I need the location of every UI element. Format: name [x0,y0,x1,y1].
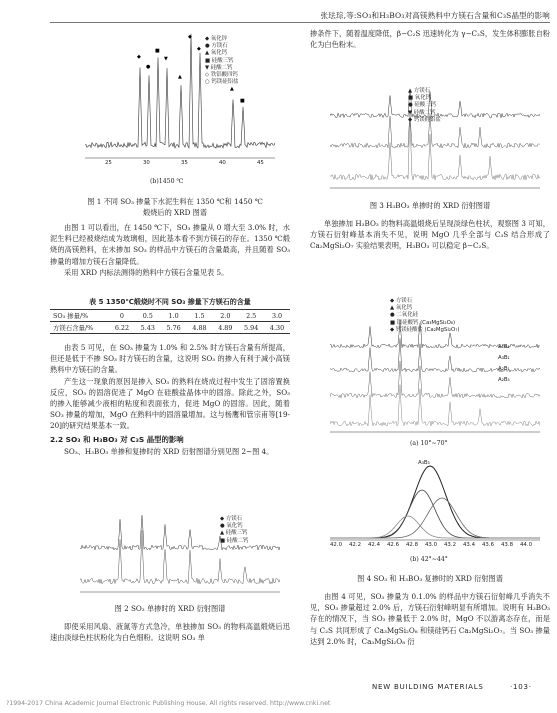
legend-item: ◆ 方镁石 [220,516,243,522]
svg-text:■: ■ [240,98,245,104]
table-cell: SO₃ 掺量/% [53,312,89,320]
svg-text:■: ■ [155,48,160,54]
x-tick: 44.0 [520,542,533,548]
x-tick: 43.0 [425,542,438,548]
right-body-2 [310,218,550,252]
x-tick: 42.2 [349,542,362,548]
x-tick: 35 [181,160,188,166]
x-tick: 30 [143,160,150,166]
legend-item: ◇ 铁铝酸四钙 [205,72,238,79]
legend-item: ▼ 硅酸二钙 [205,64,233,71]
table-cell: 2.5 [246,311,257,320]
fig4a-subtitle: (a) 10°~70° [410,440,448,447]
legend-item: ■ 氧化钙 [408,95,431,102]
figure-4b [330,452,540,552]
copyright-line: ?1994-2017 China Academic Journal Electronic Publishing House. All rights reserved. http://www.cnki.net [6,700,331,707]
left-body-3 [50,621,290,643]
table-row [50,310,290,322]
fig2-legend [220,516,248,545]
fig1-subtitle: (b)1450 ℃ [150,178,184,185]
fig4b-subtitle: (b) 42°~44° [410,556,448,563]
peak-label: A₂B₃ [498,377,510,383]
svg-text:▲: ▲ [178,74,182,80]
legend-item: ▲ 方镁石 [408,88,431,94]
svg-text:◆: ◆ [188,34,192,40]
table-cell: 2.0 [220,311,231,320]
fig4-caption: 图 4 SO₃ 和 H₃BO₃ 复掺时的 XRD 衍射图谱 [357,574,503,583]
caption-line: 图 1 不同 SO₃ 掺量下水泥生料在 1350 ℃和 1450 ℃ [87,197,263,206]
fig4b-peak-label: A₃B₃ [418,460,430,466]
legend-item: ● 硅酸三钙 [408,102,436,109]
svg-text:▲: ▲ [230,86,234,92]
paragraph: 由图 4 可见，SO₃ 掺量为 0.1.0% 的样品中方镁石衍射峰几乎消失不见，SO₃ 掺量超过 2.0% 后，方镁石衍射峰明显有所增加。说明有 H₃BO₃ 存在的情况下，当 SO₃ 掺量低于 2.0% 时，MgO 不以游离态存在，而是与 C₂S 共同形成了 Ca₃MgSi₂O₈ 和镁硅钙石 Ca₂MgSi₂O₇。当 SO₃ 掺量达到 2.0% 时，Ca₃MgSi₂O₈ 衍 [310,592,550,646]
x-tick: 42.6 [387,542,400,548]
legend-item: ■ 镁硅酸钙 (Ca₃MgSi₂O₈) [390,319,456,326]
svg-text:●: ● [146,64,151,70]
x-tick: 42.0 [330,542,343,548]
legend-item: ■ 硅酸二钙 [220,537,249,544]
left-body-1 [50,222,290,278]
peak-label: A₂B₁ [498,366,510,372]
x-tick: 42.4 [368,542,381,548]
paragraph: SO₃、H₃BO₃ 单掺和复掺时的 XRD 衍射图谱分别见图 2~图 4。 [64,446,274,456]
x-tick: 42.8 [406,542,419,548]
legend-item: ◆ 钙镁硅酸盐 (Ca₂MgSi₂O₇) [390,326,460,333]
x-tick: 43.8 [501,542,514,548]
legend-item: ◆ 方镁石 [390,298,413,304]
fig3-caption: 图 3 H₃BO₃ 单掺时的 XRD 衍射图谱 [369,201,491,210]
fig4a-peak-labels [498,342,510,386]
table-cell: 5.76 [166,323,181,332]
table-row [50,322,290,334]
figure-4a [330,298,540,438]
legend-item: ○ 钙镁硅铝盐 [205,79,239,86]
legend-item: ▲ 氧化钙 [205,50,228,57]
x-tick: 43.6 [482,542,495,548]
svg-text:◆: ◆ [197,46,201,52]
table-cell: 3.0 [271,311,283,320]
paragraph: 掺条件下，随着温度降低，β−C₂S 迅速转化为 γ−C₂S，发生体积膨胀自粉化为白色粉末。 [310,29,550,50]
right-body-3 [310,591,550,647]
peak-label: A₁B₁ [498,344,510,350]
x-tick: 43.4 [463,542,476,548]
running-title: 张珐琮,等:SO₃和H₃BO₃对高镁熟料中方镁石含量和C₃S晶型的影响 [320,11,550,20]
section-heading: 2.2 SO₃ 和 H₃BO₃ 对 C₃S 晶型的影响 [50,434,184,444]
figure-2 [80,512,280,597]
table-cell: 方镁石含量/% [53,324,94,332]
legend-item: ▼ 硅酸二钙 [408,109,436,116]
legend-item: ◆ 钙镁硅铝盐 [408,116,441,123]
fig1-caption [55,196,295,218]
table-5 [50,309,290,334]
legend-item: ● 二氧化硅 [390,312,418,319]
table-cell: 5.43 [140,323,155,332]
figure-1 [85,30,275,170]
paragraph: 产生这一现象的原因是掺入 SO₃ 的熟料在烧成过程中发生了固溶置换反应，SO₃ 的固溶促进了 MgO 在硅酸盐晶体中的固溶。除此之外，SO₃ 的掺入能够减少液相的粘度和表面张力，促进 MgO 的固溶。因此，随着 SO₃ 掺量的增加，MgO 在熟料中的固溶量增加。这与杨鹰和管宗甫等[19-20]的研究结果基本一致。 [50,376,290,431]
fig3-legend [408,88,441,124]
fig2-caption: 图 2 SO₃ 单掺时的 XRD 衍射图谱 [114,604,226,613]
table-cell: 4.30 [269,323,285,332]
paragraph: 单独掺加 H₃BO₃ 的物料高温煅烧后呈现淡绿色柱状，观察图 3 可知，方镁石衍射峰基本消失不见，说明 MgO 几乎全部与 C₃S 结合形成了 Ca₂MgSi₂O₇ 实验结果表明，H₃BO₃ 可以稳定 β−C₂S。 [310,219,550,251]
x-tick: 45 [257,160,264,166]
figure-3 [330,84,540,194]
table-5-title: 表 5 1350℃煅烧时不同 SO₃ 掺量下方镁石的含量 [89,298,251,306]
header-rule [50,22,550,23]
legend-item: ● 氧化钙 [220,523,243,530]
legend-item: ◆ 氧化锌 [205,36,228,42]
table-cell: 0 [119,311,124,320]
fig2-xrd-plot [80,512,280,597]
fig4a-legend [390,298,460,334]
table-cell: 1.5 [194,311,205,320]
table-cell: 4.89 [218,323,233,332]
table-cell: 6.22 [114,323,130,332]
paragraph: 由表 5 可见，在 SO₃ 掺量为 1.0% 和 2.5% 时方镁石含量有所提高，但还是低于不掺 SO₃ 时方镁石的含量，这说明 SO₃ 的掺入有利于减小高镁熟料中方镁石的含量。 [50,343,290,375]
table-cell: 0.5 [142,311,153,320]
paragraph: 由图 1 可以看出，在 1450 ℃下，SO₃ 掺量从 0 增大至 3.0% 时，水泥生料已经被烧结成为玻璃相，因此基本看不到方镁石的存在。1350 ℃煅烧的高镁熟料，在未掺加 SO₃ 的样品中方镁石的含量最高，并且随着 SO₃ 掺量的增加方镁石含量降低。 [50,223,290,266]
table-cell: 1.0 [168,311,179,320]
svg-text:◆: ◆ [137,54,141,60]
left-body-2 [50,342,290,457]
page-number: ·103· [510,683,532,691]
x-tick: 43.2 [444,542,457,548]
fig1-xrd-plot [85,30,275,170]
table-cell: 4.88 [192,323,207,332]
svg-text:▼: ▼ [164,56,168,62]
caption-line: 煅烧后的 XRD 图谱 [143,208,207,217]
paragraph: 即使采用风扇、液氮等方式急冷，单独掺加 SO₃ 的物料高温煅烧后迅速由淡绿色柱状粉化为白色细粉。这说明 SO₃ 单 [50,622,290,643]
legend-item: ▲ 硅酸三钙 [220,530,248,537]
fig4b-xrd-plot [330,452,540,552]
fig1-legend [205,36,238,86]
table-cell: 5.94 [244,323,259,332]
journal-name: NEW BUILDING MATERIALS [372,683,484,691]
right-body-1 [310,28,550,50]
x-tick: 40 [219,160,226,166]
x-tick: 25 [105,160,112,166]
peak-label: A₃B₁ [498,355,510,361]
legend-item: ▲ 氧化钙 [390,305,413,312]
legend-item: ● 方镁石 [205,43,228,50]
legend-item: ■ 硅酸三钙 [205,57,234,64]
paragraph: 采用 XRD 内标法测得的熟料中方镁石含量见表 5。 [64,267,229,277]
